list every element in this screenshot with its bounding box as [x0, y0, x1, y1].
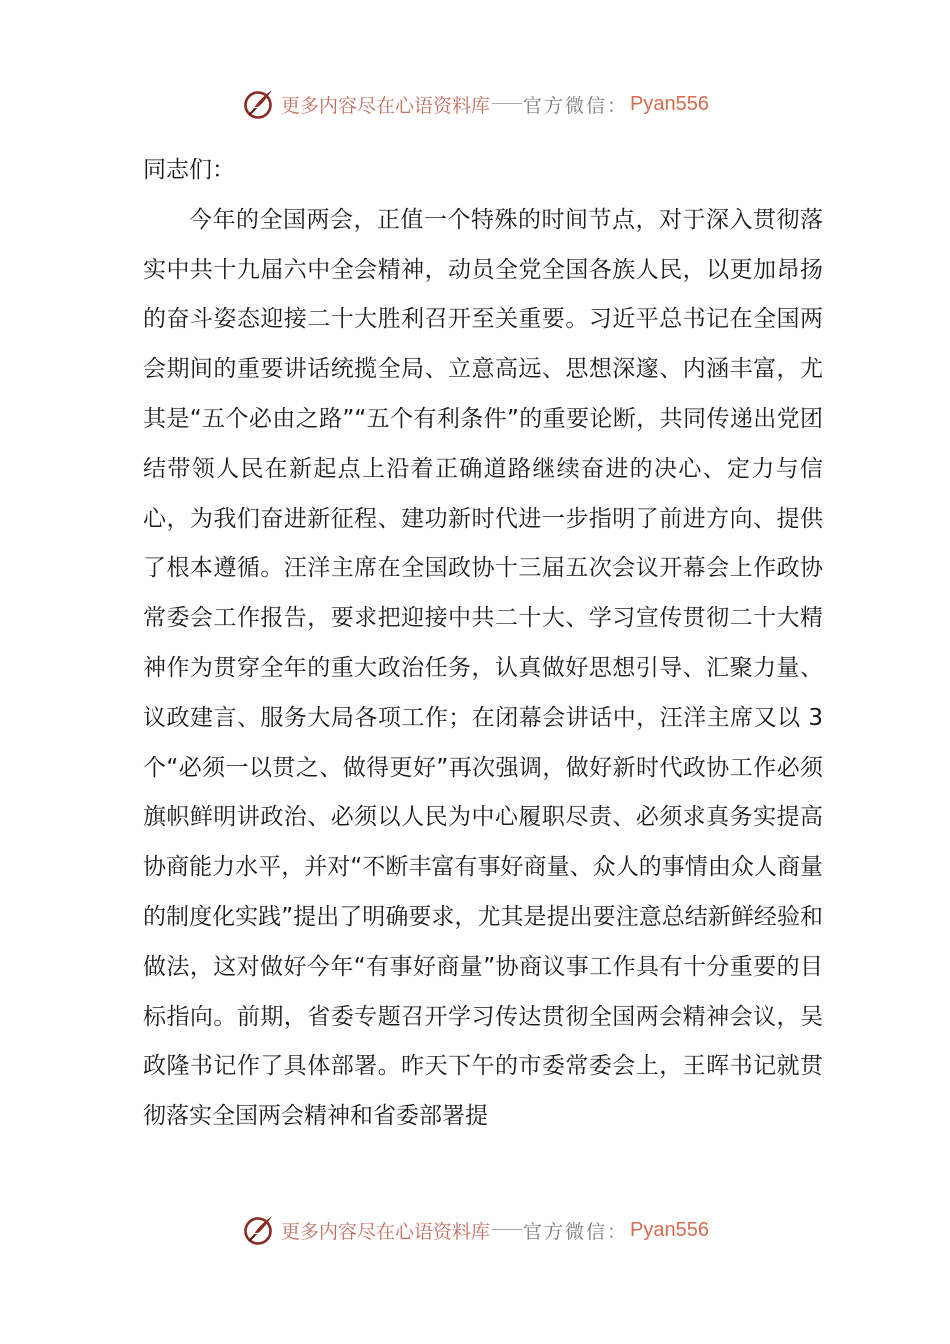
banner-main-text: 更多内容尽在心语资料库 [281, 94, 491, 117]
banner-dash-divider [492, 103, 522, 104]
banner-official-label: 官方微信： [523, 94, 629, 117]
document-body [143, 146, 823, 1142]
banner-main-text: 更多内容尽在心语资料库 [281, 1220, 491, 1243]
footer-watermark-banner [0, 1210, 950, 1250]
header-watermark-banner [0, 84, 950, 124]
banner-dash-divider [492, 1229, 522, 1230]
banner-official-label: 官方微信： [523, 1220, 629, 1243]
quill-logo-icon [241, 1213, 275, 1247]
quill-logo-icon [241, 87, 275, 121]
salutation: 同志们： [143, 157, 235, 183]
banner-wechat-id: Pyan556 [630, 92, 709, 115]
body-paragraph: 今年的全国两会，正值一个特殊的时间节点，对于深入贯彻落实中共十九届六中全会精神，动员全党全国各族人民，以更加昂扬的奋斗姿态迎接二十大胜利召开至关重要。习近平总书记在全国两会期间的重要讲话统揽全局、立意高远、思想深邃、内涵丰富，尤其是“五个必由之路”“五个有利条件”的重要论断，共同传递出党团结带领人民在新起点上沿着正确道路继续奋进的决心、定力与信心，为我们奋进新征程、建功新时代进一步指明了前进方向、提供了根本遵循。汪洋主席在全国政协十三届五次会议开幕会上作政协常委会工作报告，要求把迎接中共二十大、学习宣传贯彻二十大精神作为贯穿全年的重大政治任务，认真做好思想引导、汇聚力量、议政建言、服务大局各项工作；在闭幕会讲话中，汪洋主席又以 3 个“必须一以贯之、做得更好”再次强调，做好新时代政协工作必须旗帜鲜明讲政治、必须以人民为中心履职尽责、必须求真务实提高协商能力水平，并对“不断丰富有事好商量、众人的事情由众人商量的制度化实践”提出了明确要求，尤其是提出要注意总结新鲜经验和做法，这对做好今年“有事好商量”协商议事工作具有十分重要的目标指向。前期，省委专题召开学习传达贯彻全国两会精神会议，吴政隆书记作了具体部署。昨天下午的市委常委会上，王晖书记就贯彻落实全国两会精神和省委部署提 [143, 206, 823, 1130]
banner-wechat-id: Pyan556 [630, 1218, 709, 1241]
